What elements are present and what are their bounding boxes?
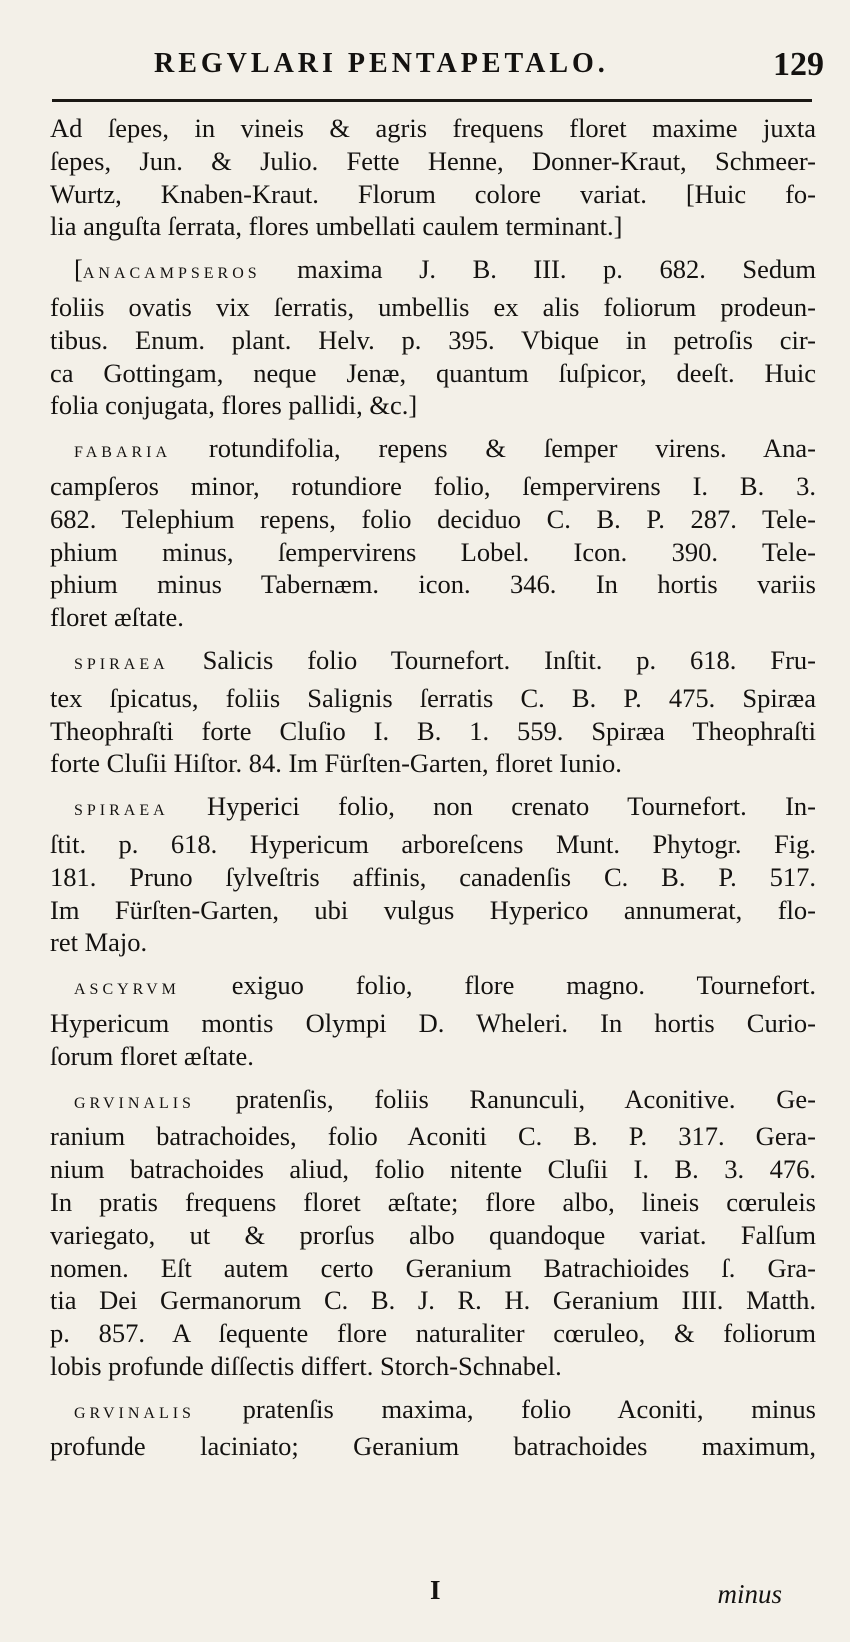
text-line: ſtit. p. 618. Hypericum arboreſcens Munt. Phytogr. Fig.	[50, 828, 816, 859]
entry-name: ANACAMPSEROS	[82, 265, 261, 283]
text-line: p. 857. A ſequente flore naturaliter cœruleo, & foliorum	[50, 1318, 816, 1349]
text-line: Ad ſepes, in vineis & agris frequens floret maxime juxta	[50, 113, 816, 143]
paragraph-anacampseros	[50, 253, 816, 422]
entry-text: exiguo folio, flore magno. Tournefort.	[179, 970, 816, 1001]
text-line: Theophraſti forte Cluſio I. B. 1. 559. Spiræa Theophraſti	[50, 715, 816, 746]
text-line: ret Majo.	[50, 927, 148, 958]
entry-text: pratenſis maxima, folio Aconiti, minus	[194, 1393, 816, 1424]
text-line: phium minus Tabernæm. icon. 346. In hortis variis	[50, 569, 816, 600]
text-line: tia Dei Germanorum C. B. J. R. H. Geranium IIII. Matth.	[50, 1285, 816, 1316]
page-header	[60, 48, 840, 88]
text-line	[50, 1393, 816, 1431]
text-line	[50, 790, 816, 828]
text-line	[50, 1083, 816, 1121]
text-line: lobis profunde diſſectis differt. Storch-Schnabel.	[50, 1350, 562, 1381]
text-line: Hypericum montis Olympi D. Wheleri. In hortis Curio-	[50, 1007, 816, 1038]
page-body	[50, 112, 816, 1473]
text-line	[50, 253, 816, 291]
text-line: folia conjugata, flores pallidi, &c.]	[50, 390, 418, 421]
running-title: REGVLARI PENTAPETALO.	[154, 48, 609, 79]
text-line: ſepes, Jun. & Julio. Fette Henne, Donner-Kraut, Schmeer-	[50, 145, 816, 176]
text-line	[50, 432, 816, 470]
text-line: In pratis frequens floret æſtate; flore albo, lineis cœruleis	[50, 1186, 816, 1217]
entry-name: SPIRAEA	[74, 655, 169, 673]
entry-name: ASCYRVM	[74, 981, 180, 999]
entry-name: GRVINALIS	[74, 1094, 195, 1112]
paragraph-ascyrum	[50, 969, 816, 1072]
catchword: minus	[717, 1579, 782, 1609]
text-line: ca Gottingam, neque Jenæ, quantum ſuſpicor, deeſt. Huic	[50, 357, 816, 388]
text-line	[50, 969, 816, 1007]
entry-text: pratenſis, foliis Ranunculi, Aconitive. Ge-	[194, 1083, 816, 1114]
entry-text: rotundifolia, repens & ſemper virens. Ana-	[171, 433, 816, 464]
paragraph-gruinalis-2	[50, 1393, 816, 1464]
open-bracket: [	[74, 254, 83, 285]
page-number: 129	[773, 46, 824, 83]
text-line: nium batrachoides aliud, folio nitente Cluſii I. B. 3. 476.	[50, 1154, 816, 1185]
signature-mark: I	[430, 1575, 441, 1605]
paragraph-gruinalis-1	[50, 1083, 816, 1383]
text-line: campſeros minor, rotundiore folio, ſempervirens I. B. 3.	[50, 470, 816, 501]
paragraph-spiraea-salicis	[50, 644, 816, 780]
text-line: 682. Telephium repens, folio deciduo C. B. P. 287. Tele-	[50, 503, 816, 534]
page-footer	[60, 1575, 820, 1615]
text-line	[50, 644, 816, 682]
text-line: variegato, ut & prorſus albo quandoque variat. Falſum	[50, 1219, 816, 1250]
text-line: forte Cluſii Hiſtor. 84. Im Fürſten-Garten, floret Iunio.	[50, 748, 622, 779]
entry-name: GRVINALIS	[74, 1404, 195, 1422]
entry-text: Hyperici folio, non crenato Tournefort. In-	[168, 791, 816, 822]
entry-text: maxima J. B. III. p. 682. Sedum	[260, 254, 816, 285]
text-line: floret æſtate.	[50, 602, 184, 633]
entry-name: FABARIA	[74, 444, 172, 462]
paragraph-spiraea-hyperici	[50, 790, 816, 959]
text-line: nomen. Eſt autem certo Geranium Batrachioides ſ. Gra-	[50, 1252, 816, 1283]
text-line: ranium batrachoides, folio Aconiti C. B. P. 317. Gera-	[50, 1121, 816, 1152]
text-line: Im Fürſten-Garten, ubi vulgus Hyperico annumerat, flo-	[50, 894, 816, 925]
text-line: profunde laciniato; Geranium batrachoides maximum,	[50, 1431, 816, 1462]
text-line: tex ſpicatus, foliis Salignis ſerratis C. B. P. 475. Spiræa	[50, 682, 816, 713]
entry-name: SPIRAEA	[74, 802, 169, 820]
text-line: phium minus, ſempervirens Lobel. Icon. 390. Tele-	[50, 536, 816, 567]
text-line: foliis ovatis vix ſerratis, umbellis ex alis foliorum prodeun-	[50, 291, 816, 322]
paragraph	[50, 112, 816, 243]
text-line: Wurtz, Knaben-Kraut. Florum colore variat. [Huic fo-	[50, 178, 816, 209]
paragraph-fabaria	[50, 432, 816, 634]
text-line: lia anguſta ſerrata, flores umbellati caulem terminant.]	[50, 211, 623, 242]
entry-text: Salicis folio Tournefort. Inſtit. p. 618. Fru-	[168, 644, 816, 675]
text-line: tibus. Enum. plant. Helv. p. 395. Vbique in petroſis cir-	[50, 324, 816, 355]
header-rule	[52, 99, 812, 102]
text-line: ſorum floret æſtate.	[50, 1040, 254, 1071]
text-line: 181. Pruno ſylveſtris affinis, canadenſis C. B. P. 517.	[50, 861, 816, 892]
